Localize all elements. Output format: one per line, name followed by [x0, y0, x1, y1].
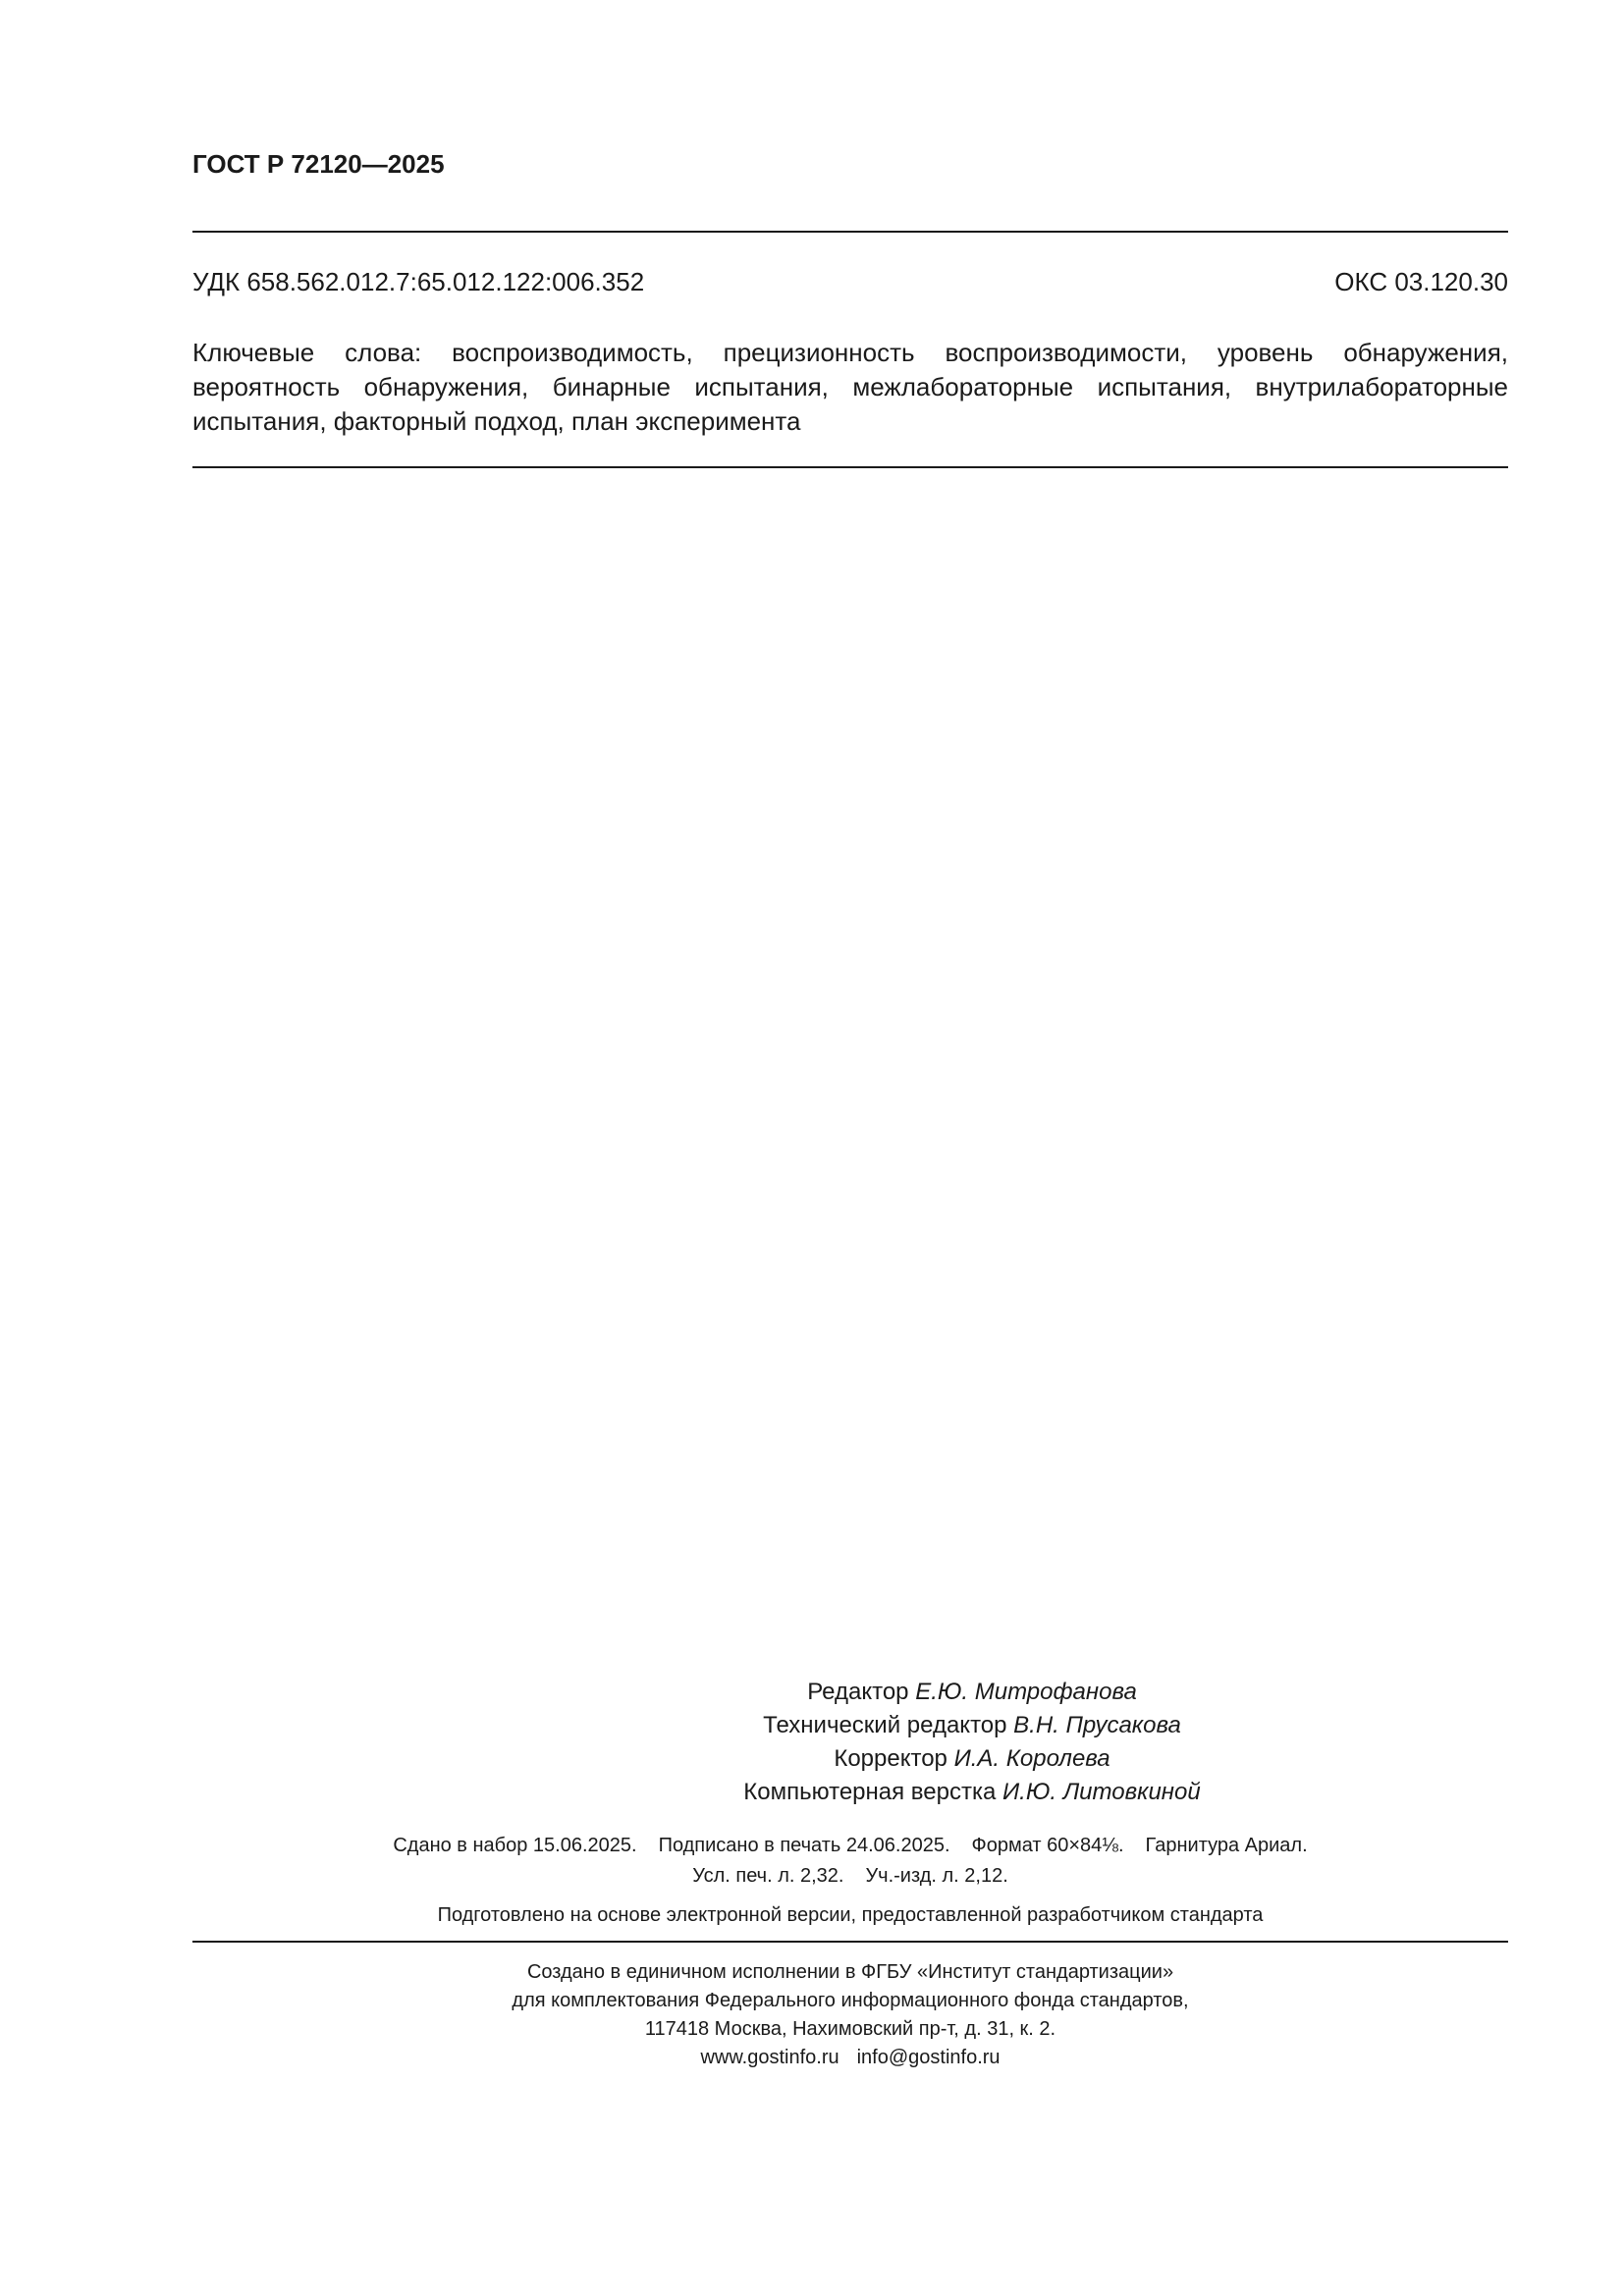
publisher-sheets: Уч.-изд. л. 2,12. [865, 1865, 1008, 1887]
footer-address: 117418 Москва, Нахимовский пр-т, д. 31, к. 2. [644, 2018, 1056, 2040]
udk-code: УДК 658.562.012.7:65.012.122:006.352 [192, 267, 645, 296]
credit-role: Технический редактор [763, 1712, 1007, 1738]
email-link[interactable]: info@gostinfo.ru [856, 2047, 1001, 2068]
credit-role: Редактор [807, 1679, 909, 1705]
signed-date: Подписано в печать 24.06.2025. [658, 1835, 950, 1856]
credit-person: Е.Ю. Митрофанова [915, 1679, 1137, 1705]
keywords-divider [192, 466, 1508, 468]
footer-line-1: Создано в единичном исполнении в ФГБУ «Институт стандартизации» [526, 1961, 1174, 1983]
paper-format: Формат 60×84⅛. [971, 1835, 1124, 1856]
website-link[interactable]: www.gostinfo.ru [700, 2047, 839, 2068]
credit-role: Компьютерная верстка [743, 1779, 997, 1805]
credit-layout [550, 1776, 1394, 1809]
credit-proofreader [550, 1742, 1394, 1776]
standard-code: ГОСТ Р 72120—2025 [192, 149, 445, 179]
oks-code: ОКС 03.120.30 [1334, 267, 1508, 296]
credits-block [550, 1676, 1394, 1809]
keywords-paragraph: Ключевые слова: воспроизводимость, прецизионность воспроизводимости, уровень обнаружения, вероятность обнаружения, бинарные испытания, межлабораторные испытания, внутрилабораторные испытания, факторный подход, план эксперимента [192, 338, 1508, 436]
top-divider [192, 231, 1508, 233]
print-sheets: Усл. печ. л. 2,32. [692, 1865, 844, 1887]
footer-contacts [192, 2044, 1508, 2072]
credit-person: И.Ю. Литовкиной [1002, 1779, 1201, 1805]
publication-line-1 [192, 1831, 1508, 1861]
publication-line-2 [192, 1861, 1508, 1892]
credit-role: Корректор [834, 1745, 947, 1772]
footer-divider [192, 1941, 1508, 1943]
prepared-note: Подготовлено на основе электронной версии, предоставленной разработчиком стандарта [437, 1904, 1264, 1926]
credit-person: И.А. Королева [953, 1745, 1110, 1772]
credit-person: В.Н. Прусакова [1013, 1712, 1181, 1738]
credit-tech-editor [550, 1709, 1394, 1742]
typeface: Гарнитура Ариал. [1145, 1835, 1308, 1856]
footer-line-2: для комплектования Федерального информационного фонда стандартов, [512, 1990, 1189, 2011]
credit-editor [550, 1676, 1394, 1709]
submitted-date: Сдано в набор 15.06.2025. [393, 1835, 637, 1856]
publication-info [192, 1831, 1508, 1892]
footer-block [192, 1958, 1508, 2072]
